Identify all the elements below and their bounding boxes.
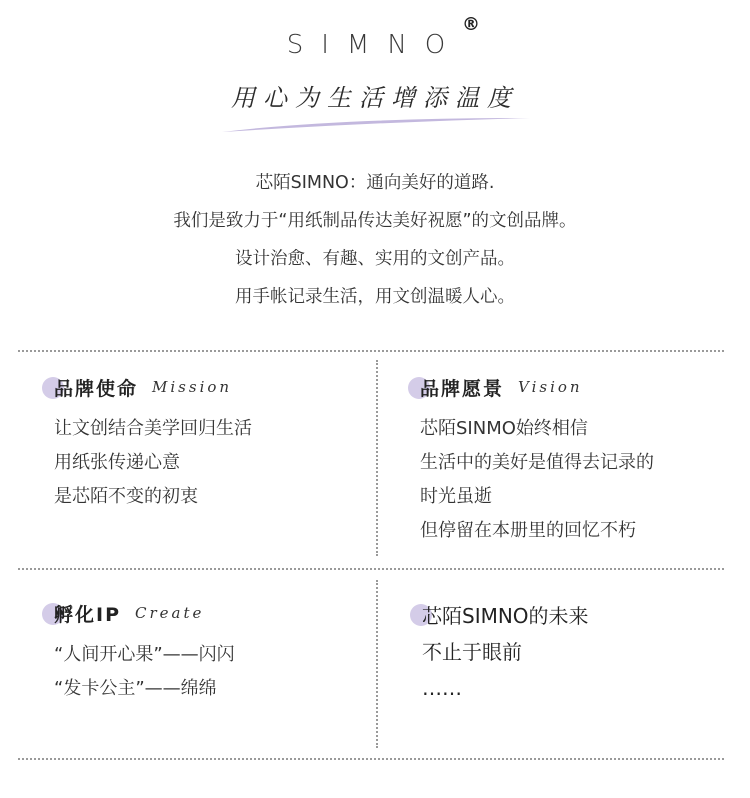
intro-line: 我们是致力于“用纸制品传达美好祝愿”的文创品牌。	[173, 211, 577, 231]
create-line: “人间开心果”——闪闪	[54, 644, 235, 665]
create-line: “发卡公主”——绵绵	[54, 678, 217, 699]
create-body	[54, 638, 235, 706]
future-section	[422, 598, 589, 706]
create-en: Create	[135, 604, 205, 622]
vision-body	[420, 412, 654, 548]
divider-middle	[18, 568, 724, 570]
divider-vertical-lower	[376, 580, 378, 748]
slogan: 用心为生活增添温度	[231, 84, 519, 112]
vision-line: 芯陌SINMO始终相信	[420, 418, 588, 439]
vision-en: Vision	[518, 378, 583, 396]
create-title: 孵化IP	[54, 603, 121, 626]
future-line-first	[422, 598, 589, 634]
mission-en: Mission	[152, 378, 233, 396]
divider-bottom	[18, 758, 724, 760]
intro-line: 芯陌SIMNO：通向美好的道路.	[255, 173, 495, 193]
future-line: 不止于眼前	[422, 640, 522, 664]
vision-title: 品牌愿景	[420, 377, 505, 400]
swoosh-underline	[218, 112, 533, 136]
brand-name: SIMNO	[286, 30, 464, 60]
intro-line: 用手帐记录生活，用文创温暖人心。	[235, 287, 515, 307]
vision-line: 生活中的美好是值得去记录的	[420, 452, 654, 473]
mission-body	[54, 412, 252, 514]
future-line: 芯陌SIMNO的未来	[422, 604, 589, 628]
future-ellipsis: ……	[422, 676, 462, 700]
vision-heading	[420, 372, 654, 402]
mission-line: 让文创结合美学回归生活	[54, 418, 252, 439]
brand-logo	[0, 14, 750, 60]
mission-line: 是芯陌不变的初衷	[54, 486, 198, 507]
mission-title: 品牌使命	[54, 377, 139, 400]
mission-line: 用纸张传递心意	[54, 452, 180, 473]
vision-line: 但停留在本册里的回忆不朽	[420, 520, 636, 541]
vision-section	[420, 372, 654, 548]
vision-line: 时光虽逝	[420, 486, 492, 507]
intro-text	[0, 164, 750, 316]
intro-line: 设计治愈、有趣、实用的文创产品。	[235, 249, 515, 269]
create-section	[54, 598, 235, 706]
mission-heading	[54, 372, 252, 402]
divider-vertical-upper	[376, 360, 378, 556]
divider-top	[18, 350, 724, 352]
create-heading	[54, 598, 235, 628]
registered-mark: ®	[462, 14, 480, 35]
mission-section	[54, 372, 252, 514]
